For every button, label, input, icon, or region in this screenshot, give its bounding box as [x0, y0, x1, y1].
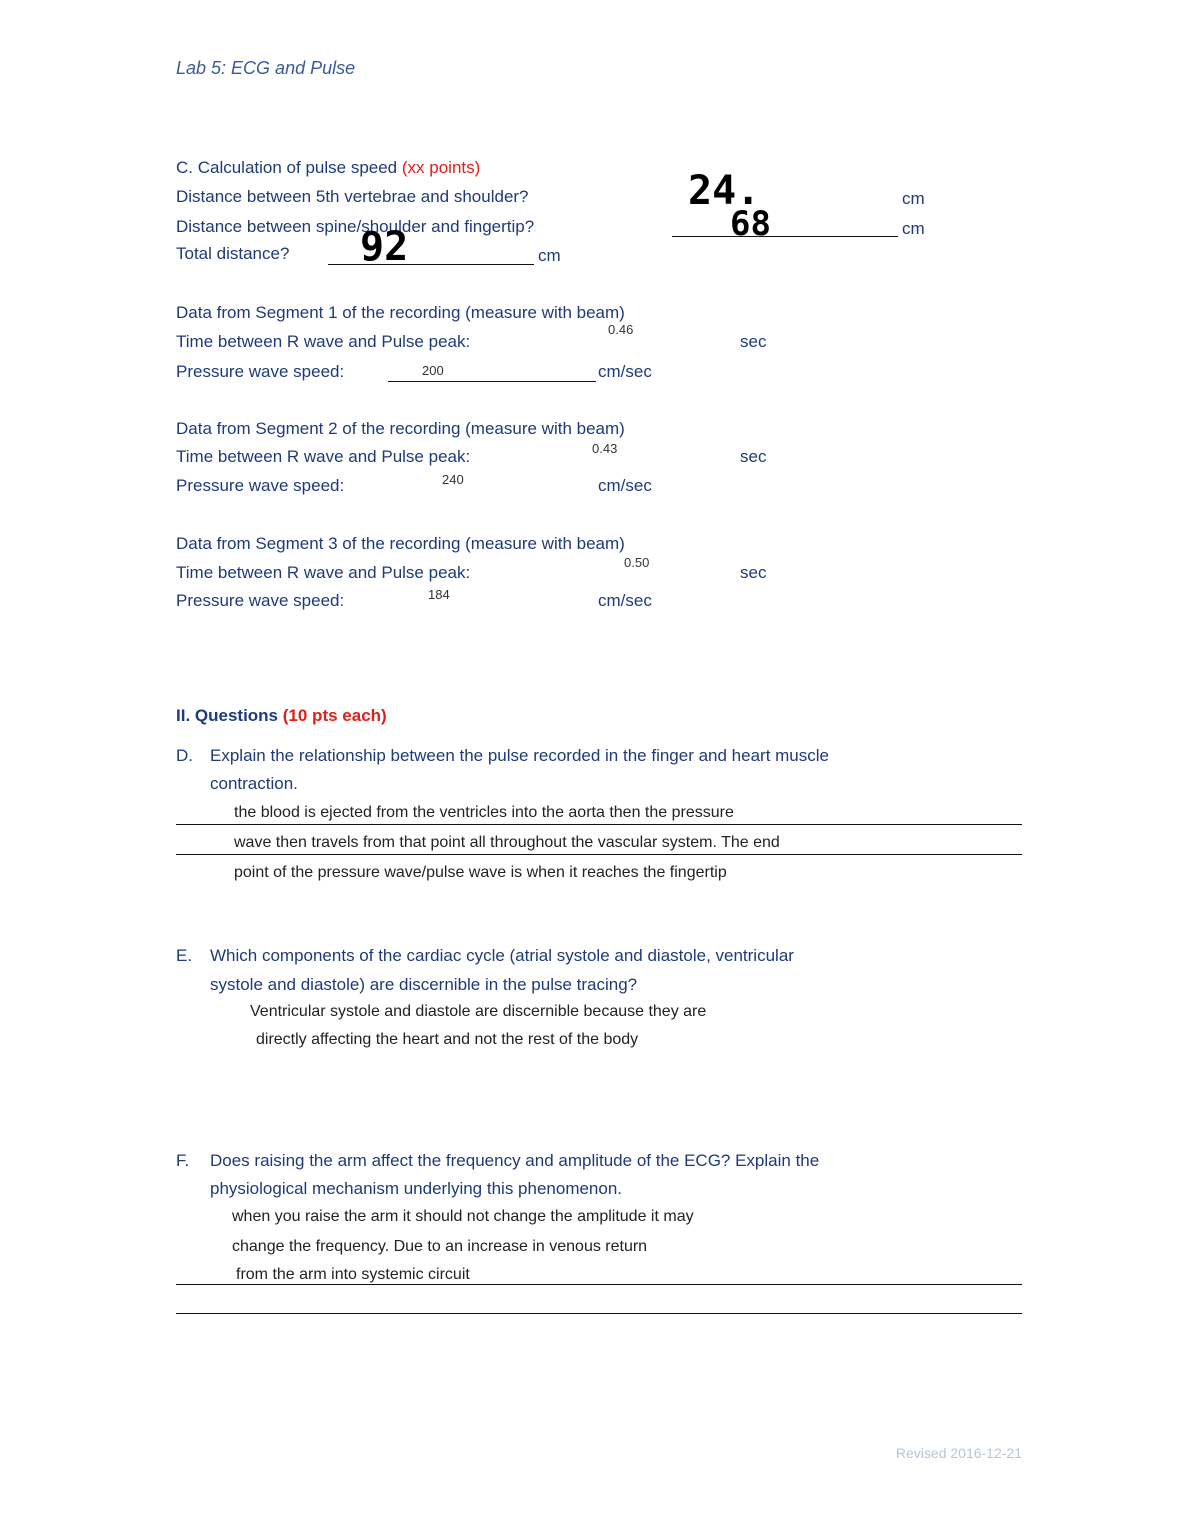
question-d-letter: D.	[176, 746, 193, 765]
segment-1-time-unit: sec	[740, 332, 767, 351]
segment-3-time-unit: sec	[740, 563, 767, 582]
section-heading-text: C. Calculation of pulse speed	[176, 158, 398, 177]
questions-points: (10 pts each)	[282, 706, 387, 725]
section-heading	[176, 158, 480, 178]
segment-3-title: Data from Segment 3 of the recording (measure with beam)	[176, 534, 625, 553]
segment-3-speed-unit: cm/sec	[598, 591, 652, 610]
segment-2-speed-unit: cm/sec	[598, 476, 652, 495]
segment-1-speed-label: Pressure wave speed:	[176, 362, 345, 381]
question-d-answer-underline-1	[176, 824, 1022, 825]
distance-fingertip-label: Distance between spine/shoulder and fingertip?	[176, 217, 535, 236]
document-header: Lab 5: ECG and Pulse	[176, 58, 356, 78]
distance-fingertip-value: 68	[730, 204, 771, 244]
distance-vertebrae-value: 24.	[688, 168, 761, 214]
question-e-prompt-line2: systole and diastole) are discernible in the pulse tracing?	[210, 975, 638, 994]
question-d-answer-line1: the blood is ejected from the ventricles into the aorta then the pressure	[234, 804, 734, 821]
question-f-letter: F.	[176, 1151, 190, 1170]
question-f-prompt-line1: Does raising the arm affect the frequency and amplitude of the ECG? Explain the	[210, 1151, 820, 1170]
segment-1-time-label: Time between R wave and Pulse peak:	[176, 332, 471, 351]
questions-heading-text: II. Questions	[176, 706, 279, 725]
questions-heading	[176, 706, 387, 726]
question-f-answer-underline-1	[176, 1284, 1022, 1285]
segment-2-time-value: 0.43	[592, 441, 618, 456]
question-d-answer-line3: point of the pressure wave/pulse wave is when it reaches the fingertip	[234, 864, 727, 881]
question-f-answer-line1: when you raise the arm it should not change the amplitude it may	[232, 1208, 694, 1225]
segment-1-speed-underline	[388, 381, 596, 382]
distance-vertebrae-label: Distance between 5th vertebrae and shoulder?	[176, 187, 529, 206]
total-distance-label: Total distance?	[176, 244, 290, 263]
segment-2-speed-value: 240	[442, 472, 464, 487]
segment-3-time-label: Time between R wave and Pulse peak:	[176, 563, 471, 582]
section-points: (xx points)	[401, 158, 481, 177]
total-distance-underline	[328, 264, 534, 265]
question-f-answer-underline-2	[176, 1313, 1022, 1314]
page-footer: Revised 2016-12-21	[895, 1445, 1022, 1461]
question-f-prompt-line2: physiological mechanism underlying this phenomenon.	[210, 1179, 623, 1198]
segment-3-speed-label: Pressure wave speed:	[176, 591, 345, 610]
total-distance-unit: cm	[538, 246, 561, 265]
question-d-answer-underline-2	[176, 854, 1022, 855]
total-distance-value: 92	[360, 224, 409, 270]
segment-1-speed-unit: cm/sec	[598, 362, 652, 381]
question-e-prompt-line1: Which components of the cardiac cycle (atrial systole and diastole, ventricular	[210, 946, 794, 965]
segment-2-title: Data from Segment 2 of the recording (measure with beam)	[176, 419, 625, 438]
segment-1-title: Data from Segment 1 of the recording (measure with beam)	[176, 303, 625, 322]
segment-2-speed-label: Pressure wave speed:	[176, 476, 345, 495]
question-d-answer-line2: wave then travels from that point all throughout the vascular system. The end	[234, 834, 780, 851]
question-d-prompt-line2: contraction.	[210, 774, 298, 793]
question-e-answer-line1: Ventricular systole and diastole are discernible because they are	[250, 1003, 707, 1020]
question-e-letter: E.	[176, 946, 193, 965]
distance-fingertip-unit: cm	[902, 219, 925, 238]
segment-2-time-unit: sec	[740, 447, 767, 466]
question-e-answer-line2: directly affecting the heart and not the rest of the body	[256, 1031, 639, 1048]
distance-fingertip-underline	[672, 236, 898, 237]
segment-1-speed-value: 200	[422, 363, 444, 378]
segment-1-time-value: 0.46	[608, 322, 634, 337]
segment-2-time-label: Time between R wave and Pulse peak:	[176, 447, 471, 466]
question-d-prompt-line1: Explain the relationship between the pulse recorded in the finger and heart muscle	[210, 746, 829, 765]
segment-3-time-value: 0.50	[624, 555, 650, 570]
distance-vertebrae-unit: cm	[902, 189, 925, 208]
question-f-answer-line2: change the frequency. Due to an increase in venous return	[232, 1238, 648, 1255]
segment-3-speed-value: 184	[428, 587, 450, 602]
question-f-answer-line3: from the arm into systemic circuit	[236, 1266, 470, 1283]
